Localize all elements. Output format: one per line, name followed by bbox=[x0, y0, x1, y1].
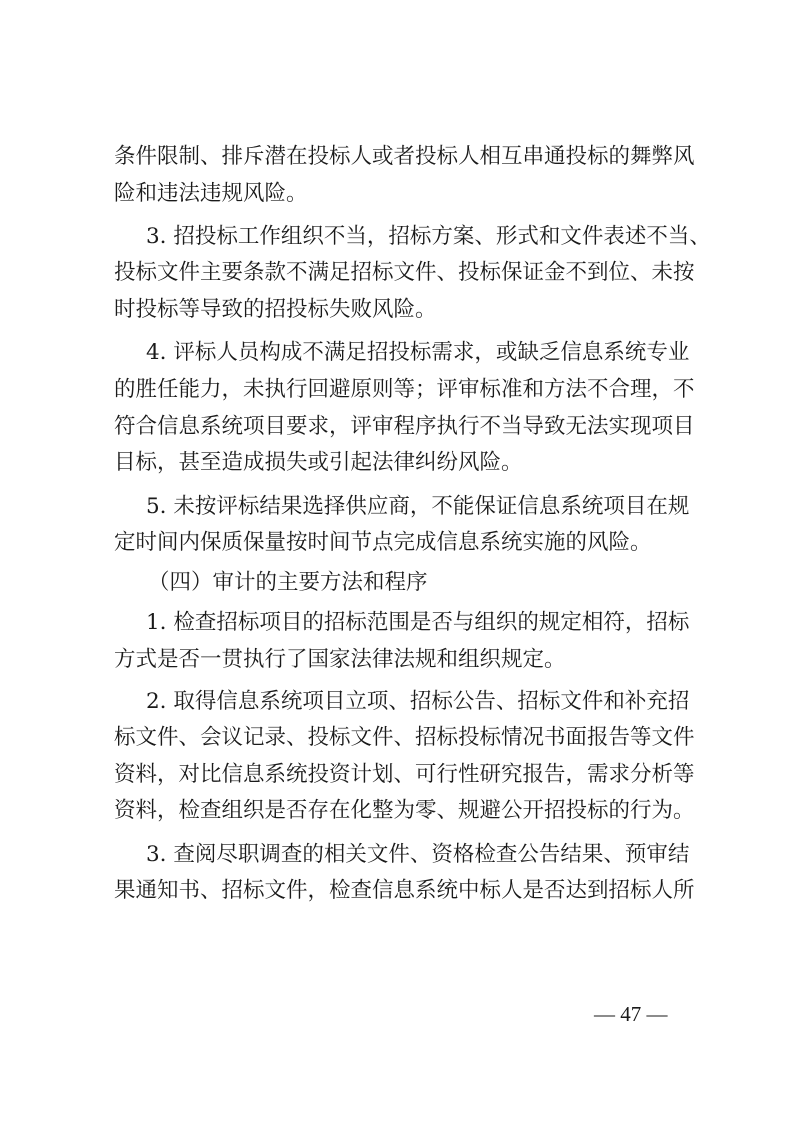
line-text: 定时间内保质保量按时间节点完成信息系统实施的风险。 bbox=[114, 530, 652, 555]
line-text: 标文件、会议记录、投标文件、招标投标情况书面报告等文件 bbox=[114, 725, 695, 750]
line-text: 投标文件主要条款不满足招标文件、投标保证金不到位、未按 bbox=[114, 260, 695, 285]
line-text: 目标，甚至造成损失或引起法律纠纷风险。 bbox=[114, 450, 523, 475]
line-text: 2. 取得信息系统项目立项、招标公告、招标文件和补充招 bbox=[146, 689, 690, 714]
heading-text: （四）审计的主要方法和程序 bbox=[148, 570, 428, 595]
line-text: 方式是否一贯执行了国家法律法规和组织规定。 bbox=[114, 647, 566, 672]
page-number: — 47 — bbox=[594, 1002, 668, 1026]
line-text: 时投标等导致的招投标失败风险。 bbox=[114, 297, 437, 322]
line-text: 4. 评标人员构成不满足招投标需求，或缺乏信息系统专业 bbox=[146, 340, 690, 365]
line-text: 1. 检查招标项目的招标范围是否与组织的规定相符，招标 bbox=[146, 610, 690, 635]
line-text: 资料，检查组织是否存在化整为零、规避公开招投标的行为。 bbox=[114, 798, 695, 823]
line-text: 3. 查阅尽职调查的相关文件、资格检查公告结果、预审结 bbox=[146, 842, 690, 867]
line-text: 符合信息系统项目要求，评审程序执行不当导致无法实现项目 bbox=[114, 414, 695, 439]
line-text: 条件限制、排斥潜在投标人或者投标人相互串通投标的舞弊风 bbox=[114, 144, 695, 169]
line-text: 的胜任能力，未执行回避原则等；评审标准和方法不合理，不 bbox=[114, 377, 695, 402]
line-text: 3. 招投标工作组织不当，招标方案、形式和文件表述不当、 bbox=[146, 224, 711, 249]
line-text: 果通知书、招标文件，检查信息系统中标人是否达到招标人所 bbox=[114, 878, 695, 903]
line-text: 资料，对比信息系统投资计划、可行性研究报告，需求分析等 bbox=[114, 762, 695, 787]
line-text: 险和违法违规风险。 bbox=[114, 181, 308, 206]
line-text: 5. 未按评标结果选择供应商，不能保证信息系统项目在规 bbox=[146, 494, 690, 519]
